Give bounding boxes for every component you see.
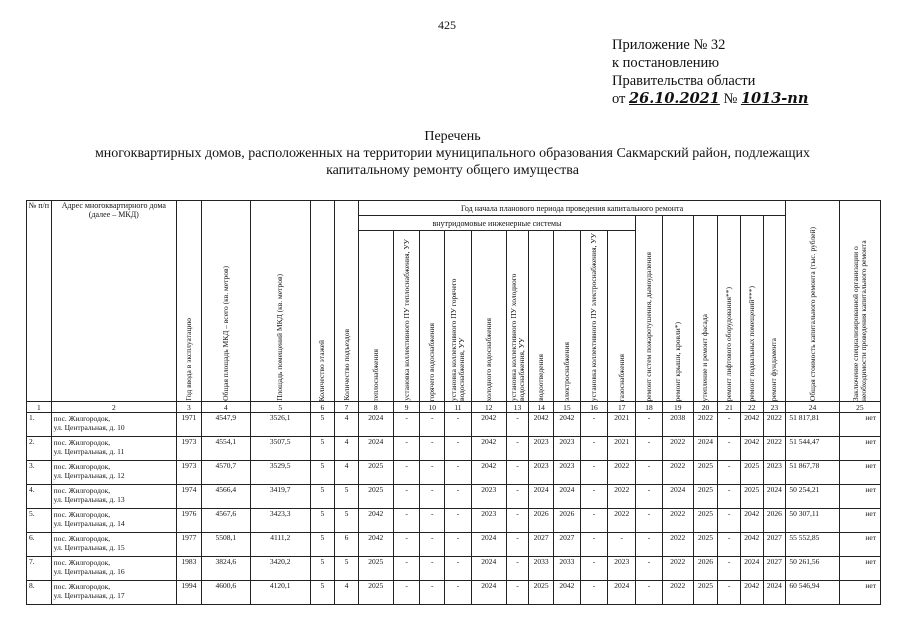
address-line-1: пос. Жилгородок, [53, 510, 111, 519]
table-cell: - [636, 461, 663, 485]
table-cell: 5 [310, 533, 335, 557]
table-cell: - [718, 581, 741, 605]
table-cell: 2033 [529, 557, 554, 581]
column-number-cell: 21 [718, 402, 741, 413]
table-cell: 2022 [693, 413, 718, 437]
table-body [27, 413, 881, 605]
table-cell: 3420,2 [250, 557, 310, 581]
table-cell: 2027 [529, 533, 554, 557]
table-cell: - [393, 533, 420, 557]
table-cell: 2022 [662, 533, 693, 557]
table-cell: 2025 [693, 581, 718, 605]
column-number-cell: 7 [335, 402, 359, 413]
table-cell: 2023 [529, 437, 554, 461]
table-cell: 2022 [608, 485, 636, 509]
column-number-cell: 23 [763, 402, 786, 413]
appendix-line-4 [612, 90, 808, 108]
header-pu-electricity: установка коллективного ПУ электроснабжения, УУ [580, 231, 608, 402]
address-line-2: ул. Центральная, д. 12 [53, 471, 125, 480]
table-cell: 4600,6 [201, 581, 250, 605]
table-cell: 2025 [358, 557, 393, 581]
table-cell: 1973 [176, 461, 201, 485]
appendix-line-2: к постановлению [612, 55, 720, 71]
header-address: Адрес многоквартирного дома (далее – МКД) [51, 201, 176, 402]
table-cell: 2022 [662, 461, 693, 485]
table-cell: 4 [335, 413, 359, 437]
document-title [40, 128, 865, 179]
appendix-line-3: Правительства области [612, 73, 756, 89]
buildings-table [26, 200, 881, 605]
row-number: 8. [27, 581, 52, 605]
table-cell: - [636, 581, 663, 605]
table-cell: - [420, 581, 445, 605]
table-cell: - [636, 557, 663, 581]
table-cell: 51 544,47 [786, 437, 839, 461]
table-cell: 2042 [553, 413, 580, 437]
table-cell: 4567,6 [201, 509, 250, 533]
table-cell: 2024 [358, 413, 393, 437]
row-number: 1. [27, 413, 52, 437]
table-cell: нет [839, 437, 880, 461]
table-cell: 50 307,11 [786, 509, 839, 533]
header-hot-water: горячего водоснабжения [420, 231, 445, 402]
header-num: № п/п [27, 201, 52, 402]
table-cell: 2042 [529, 413, 554, 437]
table-cell: - [580, 485, 608, 509]
table-cell: 3529,5 [250, 461, 310, 485]
row-number: 5. [27, 509, 52, 533]
table-cell: 2022 [763, 413, 786, 437]
column-number-row [27, 402, 881, 413]
table-cell: - [636, 413, 663, 437]
table-cell: 1974 [176, 485, 201, 509]
header-pu-heating: установка коллективного ПУ теплоснабжения, УУ [393, 231, 420, 402]
table-row [27, 557, 881, 581]
table-cell: 1976 [176, 509, 201, 533]
table-cell: 1983 [176, 557, 201, 581]
table-cell: 2038 [662, 413, 693, 437]
table-cell: - [636, 509, 663, 533]
table-cell: 55 552,85 [786, 533, 839, 557]
table-cell: 2042 [471, 461, 506, 485]
table-cell: нет [839, 461, 880, 485]
appendix-line-1: Приложение № 32 [612, 37, 726, 53]
table-cell: - [580, 461, 608, 485]
column-number-cell: 20 [693, 402, 718, 413]
page-number: 425 [438, 18, 456, 32]
column-number-cell: 2 [51, 402, 176, 413]
table-cell: 2026 [763, 509, 786, 533]
table-cell: нет [839, 413, 880, 437]
table-cell: - [580, 437, 608, 461]
table-row [27, 485, 881, 509]
column-number-cell: 5 [250, 402, 310, 413]
table-cell: - [420, 437, 445, 461]
address-cell [51, 533, 176, 557]
table-cell: 5 [310, 413, 335, 437]
table-cell: 5508,1 [201, 533, 250, 557]
table-cell: 2022 [608, 461, 636, 485]
table-cell: 4554,1 [201, 437, 250, 461]
table-cell: 5 [310, 581, 335, 605]
table-cell: - [506, 533, 529, 557]
table-cell: - [393, 437, 420, 461]
table-cell: 60 546,94 [786, 581, 839, 605]
table-cell: 1977 [176, 533, 201, 557]
table-cell: 2042 [471, 413, 506, 437]
table-cell: нет [839, 485, 880, 509]
table-cell: 3824,6 [201, 557, 250, 581]
table-cell: 4570,7 [201, 461, 250, 485]
table-cell: 3423,3 [250, 509, 310, 533]
table-cell: 5 [310, 437, 335, 461]
table-cell: - [393, 509, 420, 533]
table-cell: 2023 [553, 437, 580, 461]
table-cell: 2026 [529, 509, 554, 533]
table-cell: - [718, 533, 741, 557]
address-line-1: пос. Жилгородок, [53, 558, 111, 567]
table-cell: 2024 [662, 485, 693, 509]
table-cell: - [445, 581, 472, 605]
table-row [27, 437, 881, 461]
column-number-cell: 10 [420, 402, 445, 413]
address-line-2: ул. Центральная, д. 11 [53, 447, 125, 456]
table-cell: - [393, 557, 420, 581]
table-cell: 5 [310, 485, 335, 509]
table-cell: - [580, 509, 608, 533]
address-line-1: пос. Жилгородок, [53, 414, 111, 423]
table-cell: - [506, 581, 529, 605]
table-cell: 2025 [358, 485, 393, 509]
table-cell: 1973 [176, 437, 201, 461]
address-line-2: ул. Центральная, д. 17 [53, 591, 125, 600]
table-cell: 4 [335, 437, 359, 461]
column-number-cell: 9 [393, 402, 420, 413]
table-cell: 51 867,78 [786, 461, 839, 485]
table-cell: 2024 [608, 581, 636, 605]
header-conclusion: Заключение специализированной организации о необходимости проведения капитального ремонта [839, 201, 880, 402]
header-fire: ремонт систем пожаротушения, дымоудаления [636, 216, 663, 402]
table-cell: 4 [335, 461, 359, 485]
table-cell: - [718, 557, 741, 581]
table-cell: 3526,1 [250, 413, 310, 437]
address-cell [51, 557, 176, 581]
table-cell: 2025 [693, 533, 718, 557]
header-cold-water: холодного водоснабжения [471, 231, 506, 402]
table-cell: - [718, 461, 741, 485]
table-cell: 5 [310, 461, 335, 485]
table-cell: - [636, 437, 663, 461]
table-cell: - [445, 557, 472, 581]
table-cell: - [445, 485, 472, 509]
table-cell: 4566,4 [201, 485, 250, 509]
table-cell: 2026 [553, 509, 580, 533]
table-cell: - [580, 581, 608, 605]
table-cell: 2042 [740, 581, 763, 605]
table-cell: 2042 [740, 509, 763, 533]
table-cell: 2024 [740, 557, 763, 581]
table-cell: 2024 [529, 485, 554, 509]
table-cell: 2026 [693, 557, 718, 581]
table-cell: 2025 [529, 581, 554, 605]
table-cell: - [580, 557, 608, 581]
header-total-area: Общая площадь МКД – всего (кв. метров) [201, 201, 250, 402]
table-cell: 2027 [553, 533, 580, 557]
header-gas: газоснабжения [608, 231, 636, 402]
table-cell: 5 [310, 557, 335, 581]
table-cell: 2021 [608, 413, 636, 437]
header-year-built: Год ввода в эксплуатацию [176, 201, 201, 402]
address-line-1: пос. Жилгородок, [53, 486, 111, 495]
address-cell [51, 461, 176, 485]
table-cell: 4547,9 [201, 413, 250, 437]
table-cell: 2025 [693, 461, 718, 485]
table-cell: - [445, 461, 472, 485]
table-cell: - [393, 413, 420, 437]
header-premises-area: Площадь помещений МКД (кв. метров) [250, 201, 310, 402]
table-cell: - [506, 509, 529, 533]
table-cell: - [420, 485, 445, 509]
table-cell: 4120,1 [250, 581, 310, 605]
appendix-number: 1013-пп [740, 90, 809, 107]
table-row [27, 413, 881, 437]
table-cell: 2042 [740, 413, 763, 437]
table-cell: нет [839, 557, 880, 581]
table-cell: - [420, 533, 445, 557]
table-cell: 2023 [608, 557, 636, 581]
table-cell: 5 [310, 509, 335, 533]
address-line-1: пос. Жилгородок, [53, 438, 111, 447]
table-cell: 2024 [763, 485, 786, 509]
table-cell: - [445, 437, 472, 461]
table-cell: 5 [335, 557, 359, 581]
table-cell: 50 261,56 [786, 557, 839, 581]
table-cell: 2021 [608, 437, 636, 461]
table-cell: 2025 [740, 461, 763, 485]
table-cell: 2022 [662, 557, 693, 581]
address-cell [51, 581, 176, 605]
table-cell: 2025 [358, 461, 393, 485]
row-number: 6. [27, 533, 52, 557]
table-cell: 2025 [693, 509, 718, 533]
table-cell: 1971 [176, 413, 201, 437]
header-facade: утепление и ремонт фасада [693, 216, 718, 402]
table-cell: 2024 [553, 485, 580, 509]
table-cell: 2022 [608, 509, 636, 533]
row-number: 4. [27, 485, 52, 509]
table-cell: 2024 [693, 437, 718, 461]
table-cell: - [636, 533, 663, 557]
column-number-cell: 17 [608, 402, 636, 413]
column-number-cell: 24 [786, 402, 839, 413]
table-cell: 1994 [176, 581, 201, 605]
table-cell: - [393, 581, 420, 605]
title-line-2: многоквартирных домов, расположенных на территории муниципального образования Сакмарский район, подлежащих [94, 146, 811, 161]
table-cell: 2023 [471, 485, 506, 509]
column-number-cell: 11 [445, 402, 472, 413]
table-cell: - [445, 509, 472, 533]
table-cell: 50 254,21 [786, 485, 839, 509]
table-cell: 2042 [358, 533, 393, 557]
table-cell: нет [839, 509, 880, 533]
table-cell: - [420, 509, 445, 533]
table-cell: - [445, 533, 472, 557]
table-cell: 2024 [358, 437, 393, 461]
address-cell [51, 509, 176, 533]
table-cell: 4 [335, 581, 359, 605]
header-pu-cold-water: установка коллективного ПУ холодного водоснабжения, УУ [506, 231, 529, 402]
header-roof: ремонт крыши, кровли*) [662, 216, 693, 402]
column-number-cell: 1 [27, 402, 52, 413]
appendix-from: от [612, 91, 626, 107]
table-cell: 2024 [471, 533, 506, 557]
table-cell: 5 [335, 485, 359, 509]
column-number-cell: 25 [839, 402, 880, 413]
address-line-2: ул. Центральная, д. 13 [53, 495, 125, 504]
table-cell: 2024 [763, 581, 786, 605]
header-elevator: ремонт лифтового оборудования**) [718, 216, 741, 402]
column-numbers [27, 402, 881, 413]
column-number-cell: 3 [176, 402, 201, 413]
column-number-cell: 16 [580, 402, 608, 413]
header-systems-group: внутридомовые инженерные системы [358, 216, 635, 231]
table-cell: 2042 [358, 509, 393, 533]
column-number-cell: 14 [529, 402, 554, 413]
column-number-cell: 19 [662, 402, 693, 413]
table-cell: 2022 [662, 437, 693, 461]
appendix-block [612, 36, 808, 108]
header-heating: теплоснабжения [358, 231, 393, 402]
table-cell: 2023 [471, 509, 506, 533]
table-cell: 2022 [763, 437, 786, 461]
table-cell: 2023 [553, 461, 580, 485]
table-cell: 51 817,81 [786, 413, 839, 437]
table-cell: 2023 [529, 461, 554, 485]
table-cell: 3419,7 [250, 485, 310, 509]
table-cell: - [393, 485, 420, 509]
table-cell: 2025 [358, 581, 393, 605]
row-number: 3. [27, 461, 52, 485]
address-line-2: ул. Центральная, д. 14 [53, 519, 125, 528]
appendix-date: 26.10.2021 [629, 90, 720, 107]
table-cell: - [506, 413, 529, 437]
table-cell: - [420, 413, 445, 437]
header-total-cost: Общая стоимость капитального ремонта (тыс. рублей) [786, 201, 839, 402]
table-cell: 2042 [740, 437, 763, 461]
column-number-cell: 12 [471, 402, 506, 413]
header-entrances: Количество подъездов [335, 201, 359, 402]
table-cell: 2042 [553, 581, 580, 605]
table-cell: 2024 [471, 557, 506, 581]
table-cell: - [506, 461, 529, 485]
table-cell: 4111,2 [250, 533, 310, 557]
table-cell: 2027 [763, 557, 786, 581]
address-line-2: ул. Центральная, д. 16 [53, 567, 125, 576]
table-cell: 2033 [553, 557, 580, 581]
header-basement: ремонт подвальных помещений***) [740, 216, 763, 402]
address-line-2: ул. Центральная, д. 10 [53, 423, 125, 432]
table-cell: 5 [335, 509, 359, 533]
header-electricity: электроснабжения [553, 231, 580, 402]
header-pu-hot-water: установка коллективного ПУ горячего водоснабжения, УУ [445, 231, 472, 402]
table-cell: - [718, 485, 741, 509]
row-number: 7. [27, 557, 52, 581]
column-number-cell: 13 [506, 402, 529, 413]
table-cell: нет [839, 533, 880, 557]
table-row [27, 581, 881, 605]
table-cell: - [718, 437, 741, 461]
table-cell: - [506, 557, 529, 581]
table-cell: - [445, 413, 472, 437]
table-cell: 2025 [740, 485, 763, 509]
address-line-1: пос. Жилгородок, [53, 462, 111, 471]
table-cell: - [580, 533, 608, 557]
table-cell: - [506, 437, 529, 461]
column-number-cell: 18 [636, 402, 663, 413]
appendix-num-sign: № [723, 91, 738, 107]
address-cell [51, 413, 176, 437]
address-cell [51, 485, 176, 509]
table-cell: 2025 [693, 485, 718, 509]
table-row [27, 509, 881, 533]
table-cell: 2042 [740, 533, 763, 557]
table-cell: - [506, 485, 529, 509]
table-cell: - [608, 533, 636, 557]
table-cell: - [718, 509, 741, 533]
header-foundation: ремонт фундамента [763, 216, 786, 402]
address-line-1: пос. Жилгородок, [53, 534, 111, 543]
row-number: 2. [27, 437, 52, 461]
header-floors: Количество этажей [310, 201, 335, 402]
table-cell: - [580, 413, 608, 437]
table-cell: 3507,5 [250, 437, 310, 461]
table-cell: - [393, 461, 420, 485]
table-row [27, 461, 881, 485]
title-line-3: капитальному ремонту общего имущества [326, 163, 579, 178]
table-cell: - [420, 461, 445, 485]
table-row [27, 533, 881, 557]
table-cell: - [718, 413, 741, 437]
table-cell: 2042 [471, 437, 506, 461]
column-number-cell: 6 [310, 402, 335, 413]
column-number-cell: 15 [553, 402, 580, 413]
table-cell: 2022 [662, 509, 693, 533]
table-cell: 6 [335, 533, 359, 557]
table-cell: - [636, 485, 663, 509]
address-cell [51, 437, 176, 461]
header-drainage: водоотведения [529, 231, 554, 402]
column-number-cell: 4 [201, 402, 250, 413]
header-period-group: Год начала планового периода проведения капитального ремонта [358, 201, 786, 216]
column-number-cell: 8 [358, 402, 393, 413]
table-cell: 2024 [471, 581, 506, 605]
table-cell: 2023 [763, 461, 786, 485]
title-line-1: Перечень [424, 129, 481, 144]
table-cell: 2022 [662, 581, 693, 605]
table-cell: 2027 [763, 533, 786, 557]
column-number-cell: 22 [740, 402, 763, 413]
table-cell: - [420, 557, 445, 581]
address-line-1: пос. Жилгородок, [53, 582, 111, 591]
address-line-2: ул. Центральная, д. 15 [53, 543, 125, 552]
table-cell: нет [839, 581, 880, 605]
